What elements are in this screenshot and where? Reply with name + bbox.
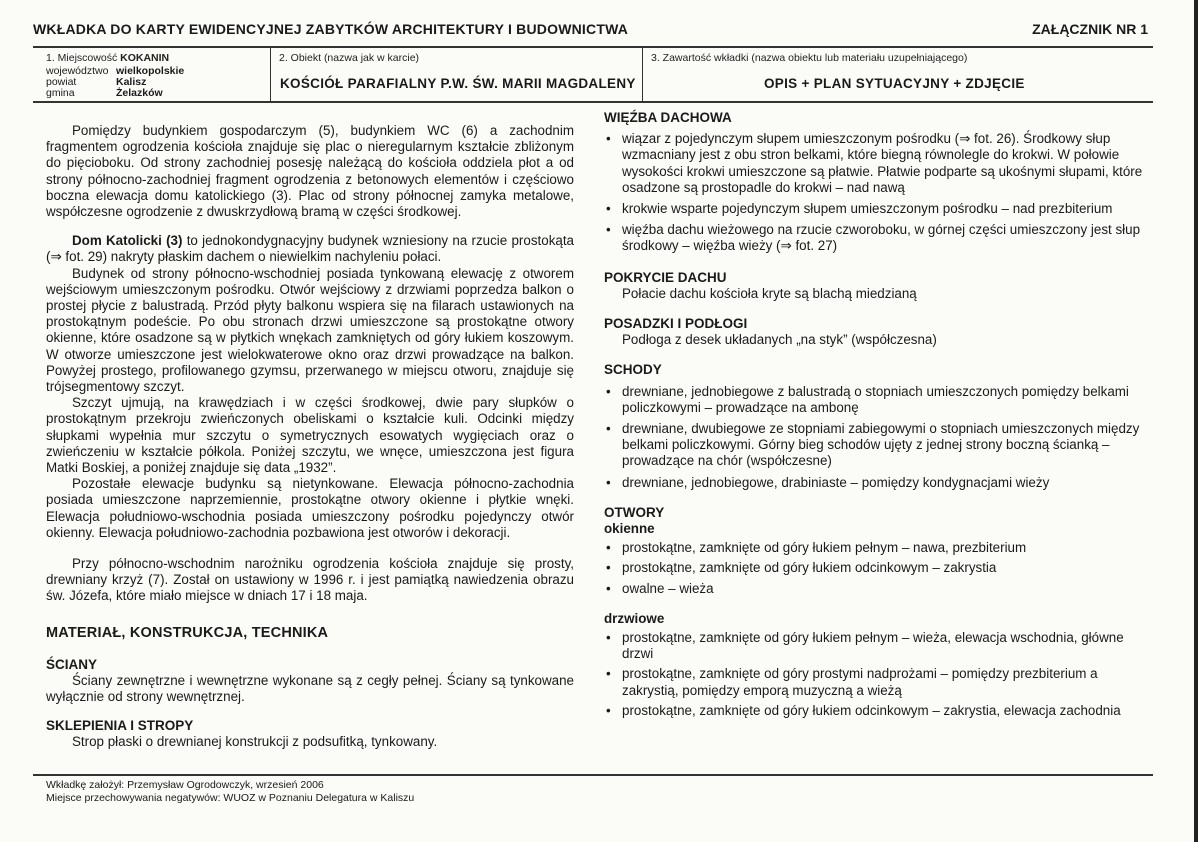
heading-floors: POSADZKI I PODŁOGI — [604, 316, 748, 332]
heading-door-openings: drzwiowe — [604, 610, 665, 626]
footer-storage: Miejsce przechowywania negatywów: WUOZ w Poznaniu Delegatura w Kaliszu — [46, 792, 415, 804]
list-item: • drewniane, jednobiegowe, drabiniaste – pomiędzy kondygnacjami wieży — [604, 475, 1144, 491]
heading-walls: ŚCIANY — [46, 656, 98, 672]
heading-stairs: SCHODY — [604, 362, 662, 378]
location-label: 1. Miejscowość — [46, 52, 118, 64]
commune-label: gmina — [46, 87, 75, 99]
list-item: • prostokątne, zamknięte od góry prostymi nadprożami – pomiędzy prezbiterium a zakrystią, pomiędzy emporą muzyczną a wieżą — [604, 666, 1144, 698]
annex-number: ZAŁĄCZNIK NR 1 — [1032, 21, 1148, 37]
list-item: • prostokątne, zamknięte od góry łukiem odcinkowym – zakrystia, elewacja zachodnia — [604, 703, 1144, 719]
footer-author: Wkładkę założył: Przemysław Ogrodowczyk, wrzesień 2006 — [46, 779, 324, 791]
section-heading-material: MATERIAŁ, KONSTRUKCJA, TECHNIKA — [46, 624, 329, 641]
box-divider-1 — [270, 46, 271, 102]
location-box — [46, 52, 169, 64]
paragraph-building-facade: Budynek od strony północno-wschodniej posiada tynkowaną elewację z otworem wejściowym umieszczonym pośrodku. Otwór wejściowy z drzwiami poprzedza balkon o prostej płycie z balustradą. Przód płyty balkonu wspiera się na filarach ustawionych na prostokątnym podeście. Po obu stronach drzwi umieszczone są prostokątne otwory okienne, które osadzone są w płytkich wnękach zamkniętych od góry łukiem koszowym. W otworze umieszczone jest wielokwaterowe okno oraz drzwi prowadzące na balkon. Powyżej prostego, profilowanego gzymsu, przerwanego w miejscu otworu, znajduje się trójsegmentowy szczyt. — [46, 265, 574, 395]
commune-row — [46, 87, 163, 99]
list-item: • drewniane, jednobiegowe z balustradą o stopniach umieszczonych pomiędzy belkami policzkowymi – prowadzące na ambonę — [604, 384, 1144, 416]
county-label: powiat — [46, 76, 77, 88]
object-label: 2. Obiekt (nazwa jak w karcie) — [279, 52, 420, 64]
heading-window-openings: okienne — [604, 521, 655, 537]
list-item: • krokwie wsparte pojedynczym słupem umieszczonym pośrodku – nad prezbiterium — [604, 201, 1144, 217]
right-column — [604, 110, 1144, 719]
county-value: Kalisz — [116, 76, 147, 88]
location-value: KOKANIN — [120, 52, 170, 64]
page-edge-shadow — [1194, 0, 1198, 842]
paragraph-catholic-house — [46, 233, 574, 265]
floors-text: Podłoga z desek układanych „na styk” (współczesna) — [622, 332, 937, 348]
contents-label: 3. Zawartość wkładki (nazwa obiektu lub materiału uzupełniającego) — [651, 52, 968, 64]
vaults-text: Strop płaski o drewnianej konstrukcji z podsufitką, tynkowany. — [72, 733, 438, 749]
object-name: KOŚCIÓŁ PARAFIALNY P.W. ŚW. MARII MAGDALENY — [280, 76, 636, 91]
footer-rule — [33, 774, 1153, 776]
voivodeship-label: województwo — [46, 65, 109, 77]
header-bottom-rule — [33, 101, 1153, 103]
list-item: • prostokątne, zamknięte od góry łukiem odcinkowym – zakrystia — [604, 560, 1144, 576]
list-item: • więźba dachu wieżowego na rzucie czworoboku, w górnej części umieszczony jest słup środkowy – więźba wieży (⇒ fot. 27) — [604, 222, 1144, 254]
heading-roof-covering: POKRYCIE DACHU — [604, 269, 727, 285]
heading-roof-truss: WIĘŹBA DACHOWA — [604, 110, 732, 125]
paragraph-other-facades: Pozostałe elewacje budynku są nietynkowane. Elewacja północno-zachodnia posiada umieszczone naprzemiennie, prostokątne otwory okienne i płytkie wnęki. Elewacja południowo-wschodnia posiada umieszczony pośrodku pojedynczy otwór okienny. Elewacja południowo-zachodnia pozbawiona jest otworów i dekoracji. — [46, 476, 574, 540]
heading-openings: OTWORY — [604, 504, 665, 520]
paragraph-gable: Szczyt ujmują, na krawędziach i w części środkowej, dwie pary słupków o prostokątnym przekroju zwieńczonych obeliskami o kształcie kuli. Odcinki między słupkami wypełnia mur szczytu o symetrycznych esowatych wygięciach oraz o zwieńczeniu w kształcie półkola. Poniżej szczytu, we wnęce, umieszczona jest figura Matki Boskiej, a poniżej znajduje się data „1932”. — [46, 395, 574, 476]
roof-covering-text: Połacie dachu kościoła kryte są blachą miedzianą — [622, 285, 917, 301]
list-item: • owalne – wieża — [604, 581, 1144, 597]
paragraph-courtyard: Pomiędzy budynkiem gospodarczym (5), budynkiem WC (6) a zachodnim fragmentem ogrodzenia kościoła znajduje się plac o nieregularnym kształcie zbliżonym do pięcioboku. Od strony zachodniej posesję należącą do kościoła oddziela płot a od strony północno-zachodniej fragment ogrodzenia z betonowych elementów i częściowo boczna elewacja domu katolickiego (3). Plac od strony północnej zamyka metalowe, współczesne ogrodzenie z dwuskrzydłową bramą w części środkowej. — [46, 123, 574, 220]
heading-vaults: SKLEPIENIA I STROPY — [46, 717, 194, 733]
header-top-rule — [33, 46, 1153, 48]
document-title: WKŁADKA DO KARTY EWIDENCYJNEJ ZABYTKÓW ARCHITEKTURY I BUDOWNICTWA — [33, 21, 629, 37]
catholic-house-heading: Dom Katolicki (3) — [72, 233, 183, 249]
voivodeship-value: wielkopolskie — [116, 65, 185, 77]
commune-value: Żelazków — [116, 87, 163, 99]
contents-value: OPIS + PLAN SYTUACYJNY + ZDJĘCIE — [764, 76, 1025, 91]
left-column — [46, 123, 574, 750]
list-item: • wiązar z pojedynczym słupem umieszczonym pośrodku (⇒ fot. 26). Środkowy słup wzmacniany jest z obu stron belkami, które biegną równolegle do krokwi. W połowie wysokości krokwi umieszczone są płatwie. Płatwie podparte są ukośnymi słupami, które osadzone są prostopadle do krokwi – nad nawą — [604, 131, 1144, 196]
list-item: • drewniane, dwubiegowe ze stopniami zabiegowymi o stopniach umieszczonych między belkami policzkowymi. Górny bieg schodów ujęty z jednej strony boczną ścianką – prowadzące na chór (współczesne) — [604, 421, 1144, 470]
box-divider-2 — [642, 46, 643, 102]
list-item: • prostokątne, zamknięte od góry łukiem pełnym – nawa, prezbiterium — [604, 540, 1144, 556]
walls-text: Ściany zewnętrzne i wewnętrzne wykonane są z cegły pełnej. Ściany są tynkowane wyłącznie od strony wewnętrznej. — [46, 673, 574, 705]
catholic-house-text: to jednokondygnacyjny budynek wzniesiony na rzucie prostokąta (⇒ fot. 29) nakryty płaskim dachem o niewielkim nachyleniu połaci. — [46, 233, 575, 265]
list-item: • prostokątne, zamknięte od góry łukiem pełnym – wieża, elewacja wschodnia, główne drzwi — [604, 630, 1144, 662]
paragraph-cross: Przy północno-wschodnim narożniku ogrodzenia kościoła znajduje się prosty, drewniany krzyż (7). Został on ustawiony w 1996 r. i jest pamiątką nawiedzenia obrazu św. Józefa, które miało miejsce w dniach 17 i 18 maja. — [46, 556, 574, 604]
